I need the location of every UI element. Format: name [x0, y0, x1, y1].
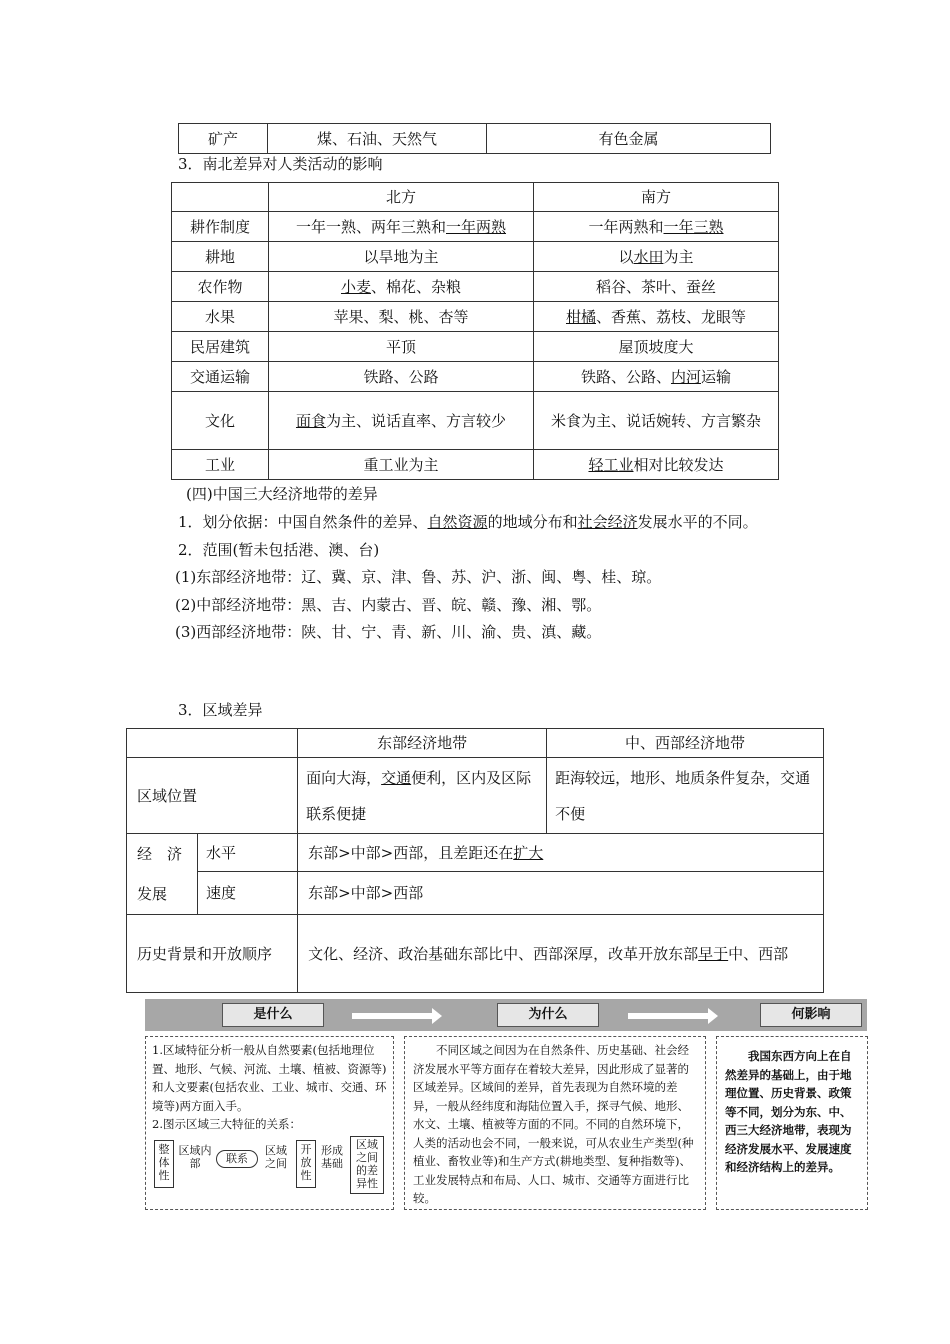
region-header-cw: 中、西部经济地带: [547, 729, 824, 758]
ns-cell-north: [269, 212, 534, 242]
flow-diff: 区域之间的差异性: [350, 1136, 384, 1194]
basis-pre: 1．划分依据：中国自然条件的差异、: [178, 513, 428, 531]
ns-row: [172, 212, 779, 242]
ns-row: [172, 450, 779, 480]
hist-value: [298, 915, 824, 993]
region-heading: 3．区域差异: [178, 701, 263, 719]
section4-scope: 2．范围(暂未包括港、澳、台): [178, 541, 380, 559]
ns-cell-north-pre: 一年一熟、两年三熟和: [295, 217, 446, 236]
ns-cell-north-pre: 平顶: [385, 337, 416, 356]
loc-east: [298, 758, 547, 834]
level-u: 扩大: [513, 843, 544, 862]
ns-row-label: 工业: [172, 450, 269, 480]
ns-row-label: 交通运输: [172, 362, 269, 392]
ns-cell-north-post: 为主、说话直率、方言较少: [326, 411, 507, 430]
ns-row: [172, 332, 779, 362]
loc-east-post: 便利，区内及区际联系便捷: [306, 768, 532, 823]
ns-cell-south-post: 运输: [701, 367, 732, 386]
flow-open: 开放性: [296, 1140, 316, 1188]
ns-cell-south-u: 内河: [670, 367, 701, 386]
ns-cell-south-pre: 以: [618, 247, 634, 266]
ns-cell-north: [269, 242, 534, 272]
ns-cell-south-post: 相对比较发达: [633, 455, 724, 474]
ns-row: [172, 242, 779, 272]
econ-label: 经 济发展: [127, 834, 198, 915]
ns-cell-south-u: 一年三熟: [663, 217, 724, 236]
ns-cell-north-post: 、棉花、杂粮: [371, 277, 462, 296]
level-pre: 东部>中部>西部，且差距还在: [308, 843, 514, 862]
flow-basis: 形成基础: [321, 1143, 343, 1170]
section4-east: (1)东部经济地带：辽、冀、京、津、鲁、苏、沪、浙、闽、粤、桂、琼。: [175, 568, 662, 586]
ns-row-label: 农作物: [172, 272, 269, 302]
hist-pre: 文化、经济、政治基础东部比中、西部深厚，改革开放东部: [308, 944, 699, 963]
mineral-table: [178, 123, 771, 154]
ns-cell-south: [534, 362, 779, 392]
ns-cell-south-u: 轻工业: [588, 455, 634, 474]
diagram-arrow-1: [352, 1013, 434, 1019]
section4-west: (3)西部经济地带：陕、甘、宁、青、新、川、渝、贵、滇、藏。: [175, 623, 602, 641]
ns-cell-south-post: 为主: [663, 247, 694, 266]
ns-cell-south-post: 、香蕉、荔枝、龙眼等: [596, 307, 747, 326]
ns-cell-north: [269, 332, 534, 362]
loc-east-u: 交通: [381, 768, 412, 787]
ns-header-south: 南方: [534, 183, 779, 212]
mineral-south: 有色金属: [487, 124, 771, 154]
ns-cell-south-pre: 屋顶坡度大: [618, 337, 694, 356]
ns-row: [172, 362, 779, 392]
basis-post: 发展水平的不同。: [637, 513, 758, 531]
region-header-empty: [127, 729, 298, 758]
ns-cell-north-u: 一年两熟: [446, 217, 507, 236]
ns-cell-north: [269, 392, 534, 450]
what-text2: 2.图示区域三大特征的关系：: [152, 1117, 301, 1131]
ns-row-label: 民居建筑: [172, 332, 269, 362]
speed-value: 东部>中部>西部: [298, 872, 824, 915]
ns-cell-south-u: 水田: [633, 247, 664, 266]
flow-diagram: [146, 1134, 393, 1196]
ns-cell-north: [269, 302, 534, 332]
mineral-label: 矿产: [179, 124, 268, 154]
ns-cell-south: [534, 302, 779, 332]
ns-cell-south: [534, 212, 779, 242]
ns-cell-north-pre: 重工业为主: [363, 455, 439, 474]
ns-cell-south: [534, 392, 779, 450]
ns-row-label: 文化: [172, 392, 269, 450]
region-table: [126, 728, 824, 993]
ns-cell-south-u: 柑橘: [565, 307, 596, 326]
hist-post: 中、西部: [728, 944, 789, 963]
flow-between: 区域之间: [265, 1143, 287, 1170]
ns-header-north: 北方: [269, 183, 534, 212]
diagram-what-header: 是什么: [222, 1003, 324, 1027]
ns-row-label: 耕作制度: [172, 212, 269, 242]
loc-label: 区域位置: [127, 758, 298, 834]
ns-cell-north-pre: 铁路、公路: [363, 367, 439, 386]
flow-link: 联系: [216, 1150, 258, 1168]
basis-u2: 社会经济: [577, 513, 638, 531]
why-text: 不同区域之间因为在自然条件、历史基础、社会经济发展水平等方面存在着较大差异，因此形成了显著的区域差异。区域间的差异，首先表现为自然环境的差异，一般从经纬度和海陆位置入手，探寻气候、地形、水文、土壤、植被等方面的不同。不同的自然环境下，人类的活动也会不同，一般来说，可从农业生产类型(种植业、畜牧业等)和生产方式(耕地类型、复种指数等)、工业发展特点和布局、人口、城市、交通等方面进行比较。: [413, 1043, 694, 1205]
diagram-arrow-2: [628, 1013, 710, 1019]
section4-title: (四)中国三大经济地带的差异: [186, 485, 378, 503]
ns-cell-north-u: 小麦: [340, 277, 371, 296]
ns-cell-north: [269, 450, 534, 480]
ns-cell-south-pre: 一年两熟和: [588, 217, 664, 236]
level-value: [298, 834, 824, 872]
diagram-why-header: 为什么: [497, 1003, 599, 1027]
ns-cell-south: [534, 450, 779, 480]
ns-cell-north-u: 面食: [295, 411, 326, 430]
hist-u: 早于: [698, 944, 729, 963]
ns-row-label: 耕地: [172, 242, 269, 272]
basis-u1: 自然资源: [427, 513, 488, 531]
diagram-impact-box: [716, 1036, 868, 1210]
hist-label: 历史背景和开放顺序: [127, 915, 298, 993]
diagram-what-box: [145, 1036, 394, 1210]
ns-row: [172, 302, 779, 332]
impact-text: 我国东西方向上在自然差异的基础上，由于地理位置、历史背景、政策等不同，划分为东、中、西三大经济地带，表现为经济发展水平、发展速度和经济结构上的差异。: [725, 1049, 852, 1174]
ns-header-empty: [172, 183, 269, 212]
ns-cell-north: [269, 272, 534, 302]
ns-row-label: 水果: [172, 302, 269, 332]
section4-basis: [178, 512, 758, 532]
speed-label: 速度: [198, 872, 298, 915]
level-label: 水平: [198, 834, 298, 872]
diagram-impact-header: 何影响: [760, 1003, 862, 1027]
ns-row: [172, 272, 779, 302]
region-header-east: 东部经济地带: [298, 729, 547, 758]
loc-cw: 距海较远，地形、地质条件复杂，交通不便: [547, 758, 824, 834]
diagram-why-box: [404, 1036, 706, 1210]
basis-mid: 的地域分布和: [487, 513, 578, 531]
what-text1: 1.区域特征分析一般从自然要素(包括地理位置、地形、气候、河流、土壤、植被、资源等)和人文要素(包括农业、工业、城市、交通、环境等)两方面入手。: [152, 1043, 387, 1113]
ns-cell-south-pre: 米食为主、说话婉转、方言繁杂: [550, 411, 761, 430]
ns-cell-south: [534, 332, 779, 362]
ns-table: [171, 182, 779, 480]
ns-cell-north-pre: 以旱地为主: [363, 247, 439, 266]
heading-ns-impact: 3．南北差异对人类活动的影响: [178, 155, 383, 173]
ns-cell-south-pre: 铁路、公路、: [580, 367, 671, 386]
section4-central: (2)中部经济地带：黑、吉、内蒙古、晋、皖、赣、豫、湘、鄂。: [175, 596, 602, 614]
mineral-north: 煤、石油、天然气: [268, 124, 487, 154]
loc-east-pre: 面向大海，: [306, 768, 382, 787]
flow-integrity: 整体性: [154, 1140, 174, 1188]
flow-internal: 区域内部: [178, 1143, 212, 1170]
ns-cell-north: [269, 362, 534, 392]
ns-cell-south: [534, 242, 779, 272]
ns-row: [172, 392, 779, 450]
ns-cell-south: [534, 272, 779, 302]
ns-cell-north-pre: 苹果、梨、桃、杏等: [333, 307, 469, 326]
ns-cell-south-pre: 稻谷、茶叶、蚕丝: [595, 277, 716, 296]
